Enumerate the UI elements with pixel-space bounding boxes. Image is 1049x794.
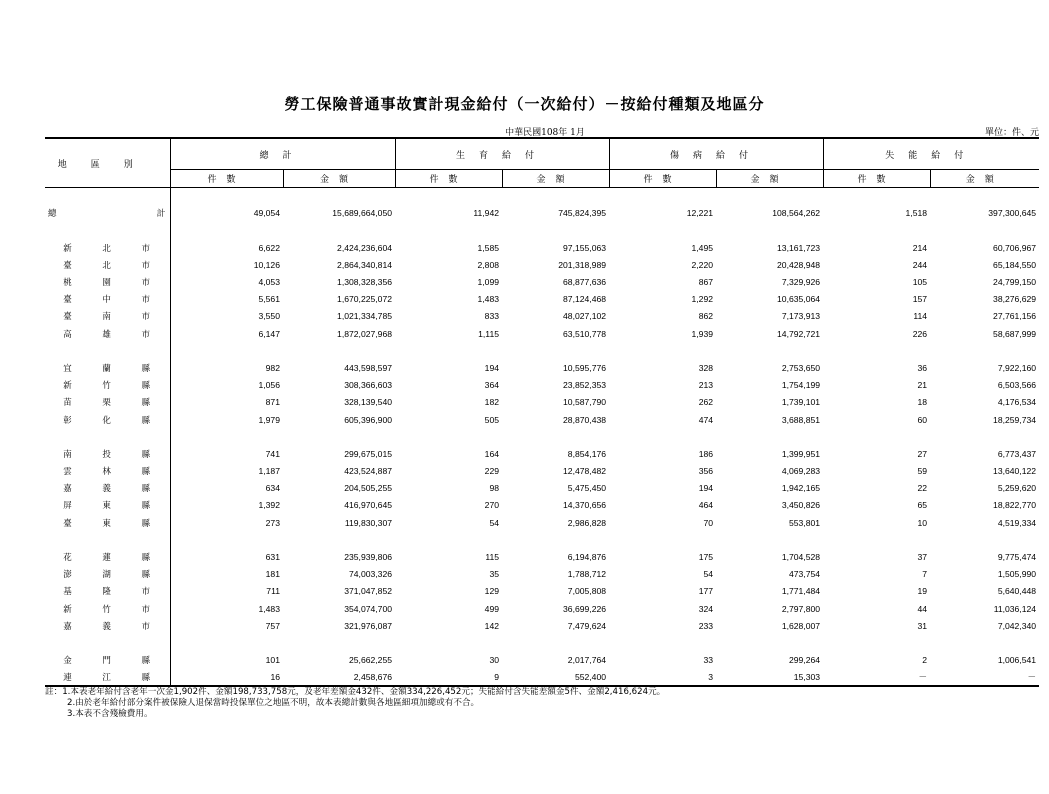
count-cell: 30 [489,655,500,666]
count-cell: 244 [912,259,928,270]
count-cell: 22 [917,483,928,494]
count-cell: 36 [917,362,928,373]
region-name: 宜 蘭 縣 [45,359,170,376]
table-row [45,669,1039,686]
amount-cell: 5,475,450 [567,483,607,494]
count-cell: 21 [917,380,928,391]
count-cell: 273 [265,517,280,528]
table-row [45,291,1039,308]
amount-cell: 423,524,887 [344,466,393,477]
amount-cell: 11,036,124 [993,603,1037,614]
count-cell: 105 [912,277,928,288]
region-name: 基 隆 市 [45,583,170,600]
count-header: 件數 [609,170,716,188]
count-cell: 871 [265,397,280,408]
unit-label: 單位：件、元 [984,128,1039,138]
footnote: 註：1.本表老年給付含老年一次金1,902件、金額198,733,758元，及老年差額金432件、金額334,226,452元；失能給付含失能差額金5件、金額2,416,624元。 [45,687,666,697]
region-name: 嘉 義 市 [45,617,170,634]
count-cell: 862 [698,311,714,322]
count-cell: 115 [485,552,500,563]
amount-cell: 1,308,328,356 [337,277,393,288]
amount-cell: 10,635,064 [777,294,821,305]
count-cell: 186 [698,448,714,459]
table-row [45,273,1039,290]
amount-cell: 10,587,790 [563,397,607,408]
amount-cell: 354,074,700 [344,603,393,614]
count-cell: 757 [265,620,280,631]
count-cell: 70 [703,517,714,528]
count-cell: 16 [170,669,283,686]
count-cell: 65 [917,500,928,511]
amount-cell: 1,704,528 [781,552,821,563]
amount-cell: 68,877,636 [563,277,607,288]
count-cell: 6,622 [258,242,280,253]
table-title: 勞工保險普通事故實計現金給付（一次給付）－按給付種類及地區分 [284,95,765,113]
region-name: 臺 北 市 [45,256,170,273]
count-cell: 19 [917,586,928,597]
count-cell: 474 [698,414,714,425]
amount-cell: 1,788,712 [567,569,607,580]
count-cell: 631 [265,552,280,563]
amount-cell: 5,640,448 [997,586,1037,597]
table-row [45,239,1039,256]
count-cell: 54 [703,569,714,580]
count-cell: 98 [489,483,500,494]
count-cell: 37 [917,552,928,563]
group-header-disability: 失能給付 [823,138,1039,170]
group-header-maternity: 生育給付 [395,138,609,170]
amount-cell: 397,300,645 [988,208,1037,219]
count-cell: 194 [698,483,714,494]
count-cell: 6,147 [258,328,280,339]
table-row [45,617,1039,634]
count-cell: 164 [484,448,500,459]
count-cell: 27 [917,448,928,459]
group-header-sickness: 傷病給付 [609,138,823,170]
amount-cell: 9,775,474 [997,552,1037,563]
amount-cell: 15,303 [716,669,823,686]
table-row [45,463,1039,480]
footnote: 3.本表不含殘檢費用。 [67,709,153,719]
count-cell: 10 [917,517,928,528]
count-cell: 49,054 [253,208,280,219]
amount-cell: 58,687,999 [993,328,1037,339]
count-cell: 1,495 [691,242,714,253]
amount-cell: 97,155,063 [563,242,607,253]
count-cell: 324 [698,603,714,614]
amount-cell: 371,047,852 [344,586,393,597]
amount-cell: 1,670,225,072 [337,294,393,305]
count-cell: 1,392 [258,500,280,511]
count-cell: 101 [265,655,280,666]
table-row [45,652,1039,669]
count-cell: 1,979 [258,414,280,425]
table-row [45,205,1039,222]
amount-cell: 745,824,395 [558,208,607,219]
region-name: 總 計 [45,205,170,222]
amount-cell: 321,976,087 [344,620,393,631]
amount-cell: － [930,669,1039,686]
amount-cell: 38,276,629 [993,294,1037,305]
amount-cell: 328,139,540 [344,397,393,408]
count-cell: 3,550 [258,311,280,322]
count-cell: 18 [917,397,928,408]
amount-cell: 473,754 [788,569,821,580]
count-cell: 1,187 [258,466,280,477]
amount-cell: 1,739,101 [781,397,821,408]
footnote: 2.由於老年給付部分案件被保險人退保當時投保單位之地區不明，故本表總計數與各地區細項加總或有不合。 [67,698,480,708]
count-cell: 262 [698,397,714,408]
region-name: 彰 化 縣 [45,411,170,428]
region-header: 地區別 [45,138,170,188]
amount-cell: 13,161,723 [777,242,821,253]
count-cell: 11,942 [473,208,500,219]
group-header-total: 總計 [170,138,395,170]
amount-cell: 65,184,550 [993,259,1037,270]
region-name: 屏 東 縣 [45,497,170,514]
region-name: 桃 園 市 [45,273,170,290]
count-cell: 213 [698,380,714,391]
amount-cell: 27,761,156 [993,311,1037,322]
table-row [45,514,1039,531]
count-cell: 2,220 [691,259,714,270]
amount-cell: 28,870,438 [563,414,607,425]
amount-cell: 6,194,876 [567,552,607,563]
count-cell: 181 [265,569,280,580]
amount-cell: 235,939,806 [344,552,393,563]
count-cell: 226 [912,328,928,339]
count-cell: 464 [698,500,714,511]
amount-cell: 1,872,027,968 [337,328,393,339]
amount-cell: 23,852,353 [563,380,607,391]
count-cell: 505 [484,414,500,425]
amount-cell: 12,478,482 [563,466,607,477]
count-cell: 1,483 [477,294,500,305]
table-row [45,411,1039,428]
amount-cell: 10,595,776 [563,362,607,373]
count-cell: 711 [266,586,280,597]
amount-cell: 299,264 [788,655,821,666]
region-name: 花 蓮 縣 [45,548,170,565]
count-cell: 499 [484,603,500,614]
table-row [45,256,1039,273]
amount-cell: 1,021,334,785 [337,311,393,322]
amount-cell: 299,675,015 [344,448,393,459]
table-row [45,566,1039,583]
region-name: 南 投 縣 [45,445,170,462]
table-row [45,583,1039,600]
count-cell: 9 [395,669,502,686]
period-label: 中華民國108年 1月 [505,128,585,138]
count-cell: 1,939 [691,328,714,339]
amount-cell: 4,519,334 [997,517,1037,528]
count-cell: 328 [698,362,714,373]
amount-cell: 1,505,990 [997,569,1037,580]
count-cell: 1,292 [691,294,714,305]
region-name: 連 江 縣 [45,669,170,686]
count-cell: 1,115 [478,328,500,339]
amount-cell: 1,942,165 [781,483,821,494]
amount-header: 金額 [502,170,609,188]
count-cell: 229 [484,466,500,477]
amount-cell: 416,970,645 [344,500,393,511]
amount-cell: 1,754,199 [781,380,821,391]
region-name: 臺 東 縣 [45,514,170,531]
count-cell: － [823,669,930,686]
count-cell: 157 [912,294,928,305]
count-cell: 194 [484,362,500,373]
amount-header: 金額 [716,170,823,188]
amount-cell: 13,640,122 [993,466,1037,477]
count-cell: 142 [484,620,500,631]
count-cell: 12,221 [686,208,714,219]
count-cell: 7 [922,569,928,580]
amount-cell: 7,042,340 [997,620,1037,631]
amount-cell: 308,366,603 [344,380,393,391]
amount-cell: 443,598,597 [344,362,393,373]
count-cell: 3 [609,669,716,686]
table-row [45,600,1039,617]
amount-cell: 7,173,913 [781,311,821,322]
table-row [45,325,1039,342]
count-cell: 54 [489,517,500,528]
count-cell: 982 [265,362,280,373]
amount-cell: 1,771,484 [781,586,821,597]
amount-cell: 7,329,926 [781,277,821,288]
amount-cell: 18,259,734 [993,414,1037,425]
table-row [45,445,1039,462]
amount-cell: 2,424,236,604 [337,242,393,253]
amount-cell: 7,005,808 [567,586,607,597]
count-cell: 1,056 [258,380,280,391]
region-name: 新 竹 市 [45,600,170,617]
region-name: 嘉 義 縣 [45,480,170,497]
amount-cell: 2,797,800 [781,603,821,614]
amount-cell: 2,017,764 [567,655,607,666]
region-name: 新 北 市 [45,239,170,256]
amount-cell: 8,854,176 [567,448,607,459]
count-cell: 59 [917,466,928,477]
amount-cell: 6,773,437 [997,448,1037,459]
amount-cell: 7,922,160 [997,362,1037,373]
count-cell: 214 [912,242,928,253]
region-name: 臺 中 市 [45,291,170,308]
amount-cell: 1,628,007 [781,620,821,631]
count-cell: 175 [698,552,714,563]
amount-cell: 3,450,826 [781,500,821,511]
amount-cell: 4,069,283 [781,466,821,477]
amount-cell: 2,986,828 [567,517,607,528]
amount-cell: 14,792,721 [777,328,821,339]
amount-cell: 20,428,948 [777,259,821,270]
amount-cell: 18,822,770 [993,500,1037,511]
count-cell: 364 [484,380,500,391]
amount-header: 金額 [930,170,1039,188]
count-cell: 270 [484,500,500,511]
amount-cell: 15,689,664,050 [332,208,393,219]
count-cell: 233 [698,620,714,631]
count-cell: 1,099 [477,277,500,288]
count-header: 件數 [170,170,283,188]
region-name: 雲 林 縣 [45,463,170,480]
count-header: 件數 [395,170,502,188]
amount-cell: 201,318,989 [558,259,607,270]
count-header: 件數 [823,170,930,188]
table-row [45,359,1039,376]
region-name: 新 竹 縣 [45,377,170,394]
table-row [45,394,1039,411]
table-row [45,480,1039,497]
count-cell: 44 [917,603,928,614]
amount-cell: 25,662,255 [349,655,393,666]
amount-cell: 605,396,900 [344,414,393,425]
amount-cell: 108,564,262 [772,208,821,219]
amount-cell: 87,124,468 [563,294,607,305]
amount-cell: 24,799,150 [993,277,1037,288]
table-row [45,377,1039,394]
count-cell: 1,483 [258,603,280,614]
amount-cell: 36,699,226 [563,603,607,614]
amount-cell: 14,370,656 [563,500,607,511]
region-name: 金 門 縣 [45,652,170,669]
amount-cell: 63,510,778 [563,328,607,339]
amount-cell: 5,259,620 [997,483,1037,494]
table-body [45,188,1039,686]
amount-header: 金額 [283,170,395,188]
region-name: 澎 湖 縣 [45,566,170,583]
amount-cell: 1,006,541 [997,655,1037,666]
count-cell: 833 [484,311,500,322]
count-cell: 867 [698,277,714,288]
footnotes [45,687,665,720]
table-row [45,497,1039,514]
count-cell: 634 [265,483,280,494]
count-cell: 60 [917,414,928,425]
count-cell: 1,585 [477,242,500,253]
count-cell: 35 [489,569,500,580]
table-row [45,308,1039,325]
count-cell: 114 [913,311,928,322]
amount-cell: 552,400 [502,669,609,686]
count-cell: 356 [698,466,714,477]
count-cell: 33 [703,655,714,666]
count-cell: 177 [698,586,714,597]
amount-cell: 48,027,102 [563,311,607,322]
count-cell: 1,518 [905,208,928,219]
count-cell: 31 [917,620,928,631]
amount-cell: 2,753,650 [781,362,821,373]
amount-cell: 74,003,326 [349,569,393,580]
amount-cell: 1,399,951 [781,448,821,459]
region-name: 高 雄 市 [45,325,170,342]
count-cell: 129 [484,586,500,597]
amount-cell: 60,706,967 [993,242,1037,253]
amount-cell: 553,801 [788,517,821,528]
amount-cell: 119,830,307 [344,517,393,528]
amount-cell: 204,505,255 [344,483,393,494]
count-cell: 5,561 [258,294,280,305]
region-name: 苗 栗 縣 [45,394,170,411]
count-cell: 741 [265,448,280,459]
statistics-table [45,137,1039,687]
count-cell: 182 [484,397,500,408]
count-cell: 2 [922,655,928,666]
count-cell: 4,053 [258,277,280,288]
table-row [45,548,1039,565]
count-cell: 2,808 [477,259,500,270]
amount-cell: 3,688,851 [781,414,821,425]
count-cell: 10,126 [253,259,280,270]
amount-cell: 2,864,340,814 [337,259,393,270]
amount-cell: 4,176,534 [997,397,1037,408]
amount-cell: 6,503,566 [997,380,1037,391]
region-name: 臺 南 市 [45,308,170,325]
amount-cell: 7,479,624 [567,620,607,631]
amount-cell: 2,458,676 [283,669,395,686]
